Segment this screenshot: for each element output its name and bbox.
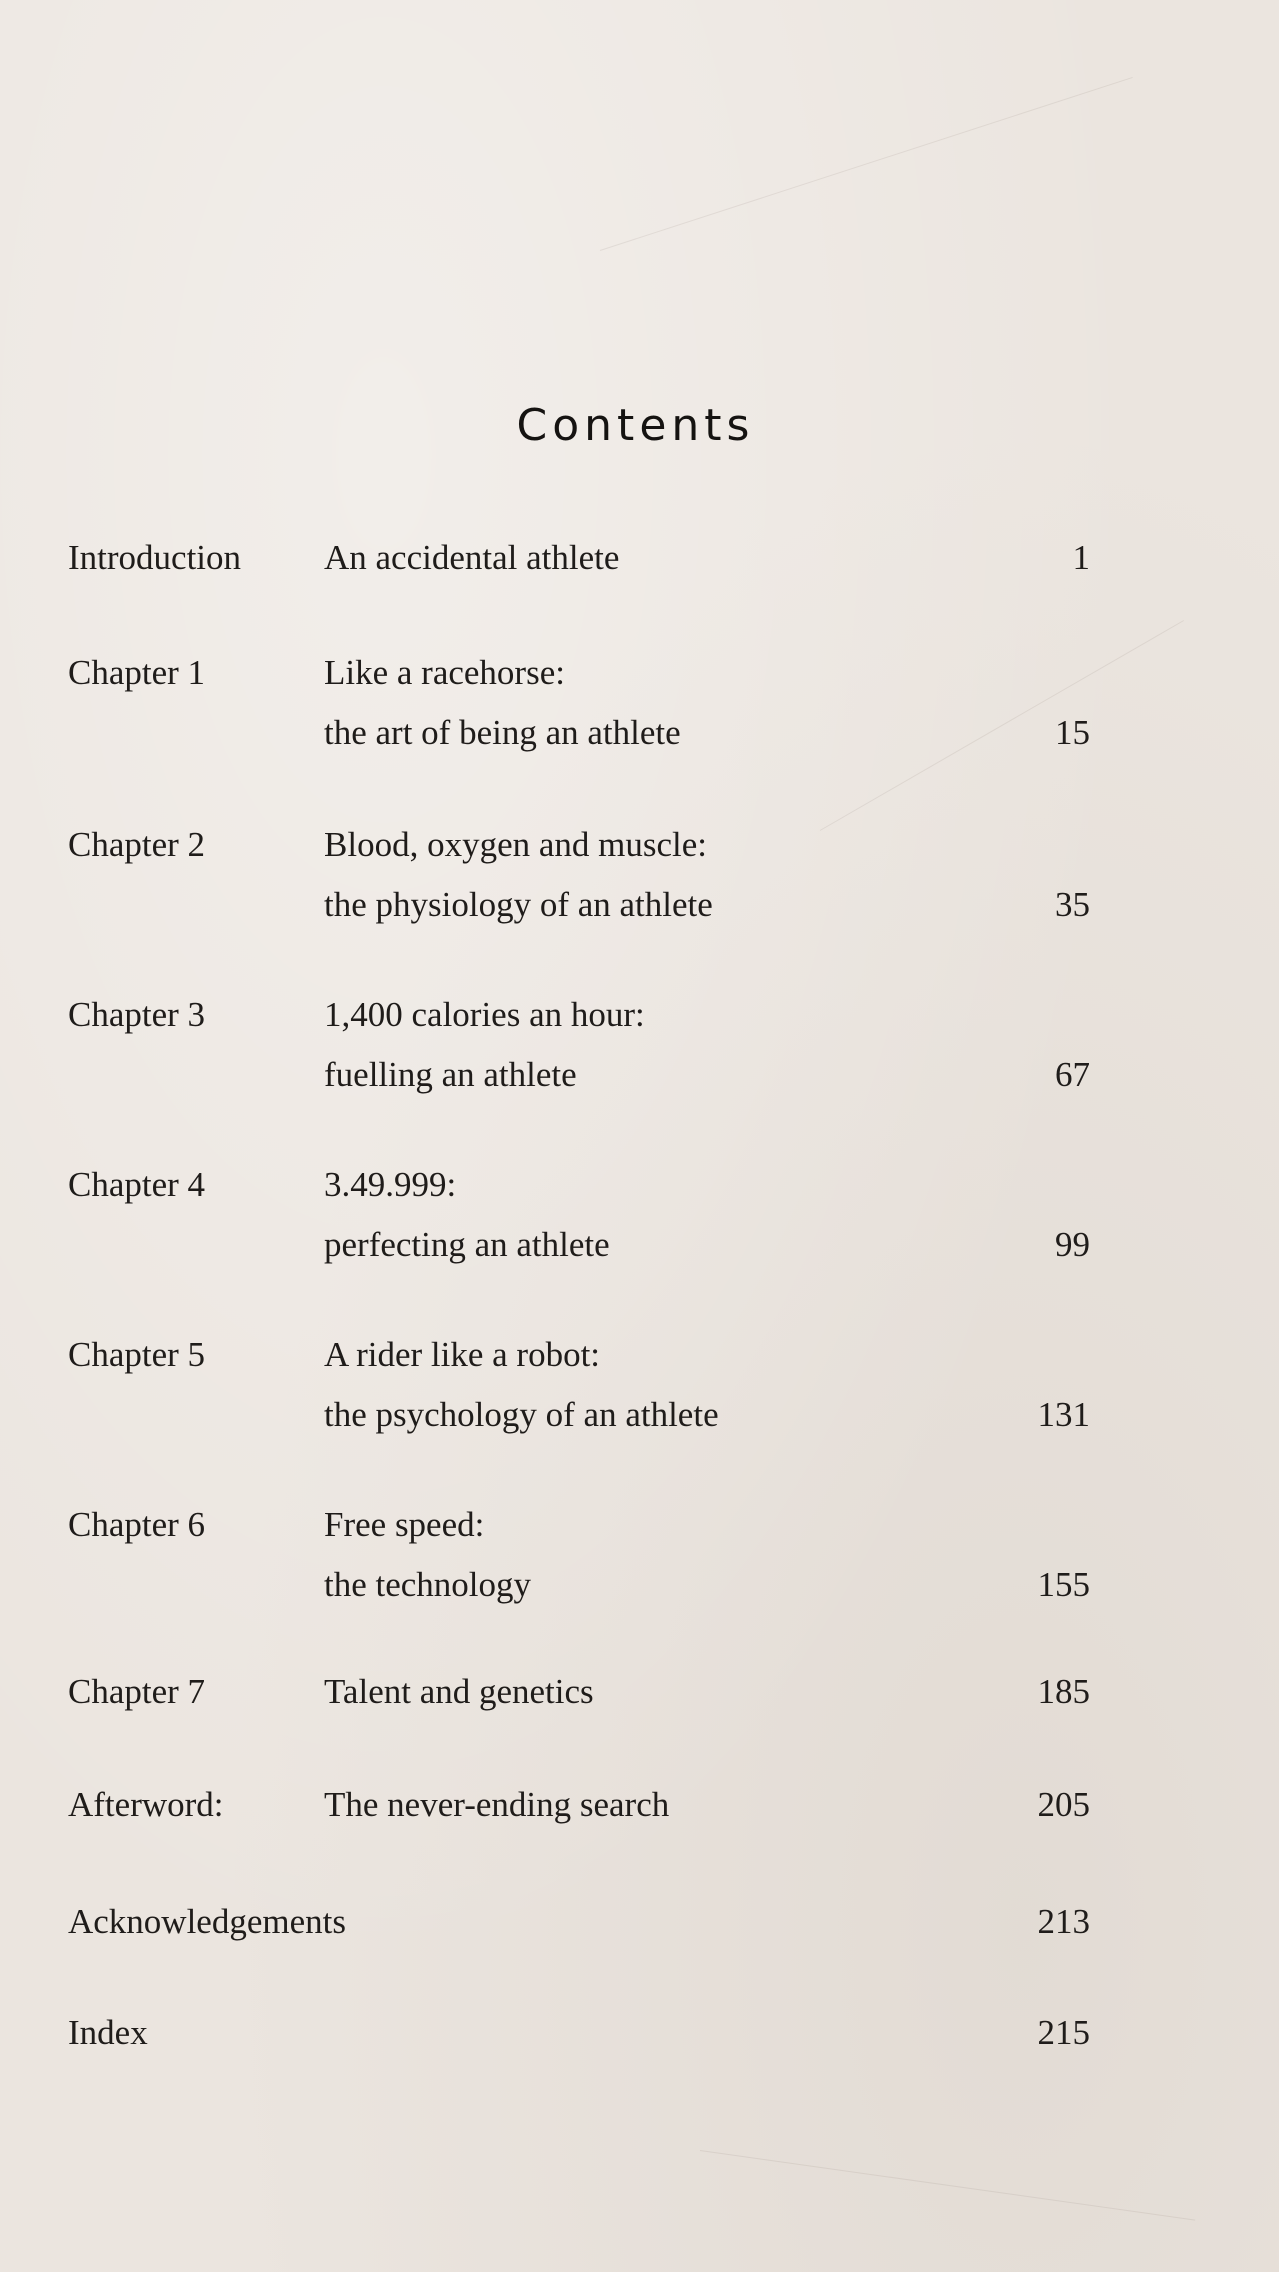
toc-title-line: Talent and genetics bbox=[324, 1672, 594, 1711]
toc-title-line: perfecting an athlete bbox=[324, 1225, 610, 1264]
toc-title bbox=[324, 1662, 594, 1722]
toc-label: Acknowledgements bbox=[68, 1902, 346, 1941]
toc-title-line: Blood, oxygen and muscle: bbox=[324, 825, 708, 864]
toc-title bbox=[324, 985, 645, 1105]
toc-title bbox=[324, 1495, 531, 1615]
toc-label: Index bbox=[68, 2013, 148, 2052]
toc-page-number: 155 bbox=[1037, 1565, 1090, 1604]
toc-label: Chapter 1 bbox=[68, 653, 206, 692]
toc-title-line: Like a racehorse: bbox=[324, 653, 565, 692]
contents-heading bbox=[0, 400, 1279, 451]
toc-page-number: 1 bbox=[1072, 538, 1090, 577]
toc-label: Introduction bbox=[68, 538, 242, 577]
toc-page-number: 185 bbox=[1037, 1672, 1090, 1711]
toc-title bbox=[324, 1155, 610, 1275]
toc-title-line: Free speed: bbox=[324, 1505, 485, 1544]
toc-title-line: the technology bbox=[324, 1565, 532, 1604]
toc-title-line: An accidental athlete bbox=[324, 538, 620, 577]
toc-title-line: the art of being an athlete bbox=[324, 713, 681, 752]
toc-title bbox=[324, 815, 713, 935]
toc-page-number: 131 bbox=[1037, 1395, 1090, 1434]
toc-title-line: A rider like a robot: bbox=[324, 1335, 601, 1374]
toc-label: Chapter 6 bbox=[68, 1505, 206, 1544]
toc-label: Chapter 3 bbox=[68, 995, 206, 1034]
toc-label: Chapter 7 bbox=[68, 1672, 206, 1711]
toc-title-line: the physiology of an athlete bbox=[324, 885, 713, 924]
toc-label: Chapter 2 bbox=[68, 825, 206, 864]
paper-scratch bbox=[820, 620, 1184, 831]
toc-title-line: The never-ending search bbox=[324, 1785, 670, 1824]
paper-scratch bbox=[700, 2150, 1195, 2221]
toc-page-number: 215 bbox=[1037, 2013, 1090, 2052]
toc-title-line: fuelling an athlete bbox=[324, 1055, 577, 1094]
toc-page-number: 213 bbox=[1037, 1902, 1090, 1941]
toc-label: Chapter 4 bbox=[68, 1165, 206, 1204]
toc-title-line: 1,400 calories an hour: bbox=[324, 995, 645, 1034]
paper-scratch bbox=[600, 77, 1133, 251]
toc-page-number: 99 bbox=[1055, 1225, 1090, 1264]
toc-title bbox=[324, 528, 619, 588]
toc-title-line: the psychology of an athlete bbox=[324, 1395, 719, 1434]
toc-page-number: 67 bbox=[1055, 1055, 1090, 1094]
contents-heading-text: Contents bbox=[516, 400, 755, 451]
toc-label: Afterword: bbox=[68, 1785, 224, 1824]
toc-title bbox=[324, 643, 681, 763]
toc-page-number: 15 bbox=[1055, 713, 1090, 752]
toc-label: Chapter 5 bbox=[68, 1335, 206, 1374]
toc-page-number: 35 bbox=[1055, 885, 1090, 924]
toc-title bbox=[324, 1325, 719, 1445]
toc-title bbox=[324, 1775, 669, 1835]
toc-title-line: 3.49.999: bbox=[324, 1165, 457, 1204]
toc-page-number: 205 bbox=[1037, 1785, 1090, 1824]
